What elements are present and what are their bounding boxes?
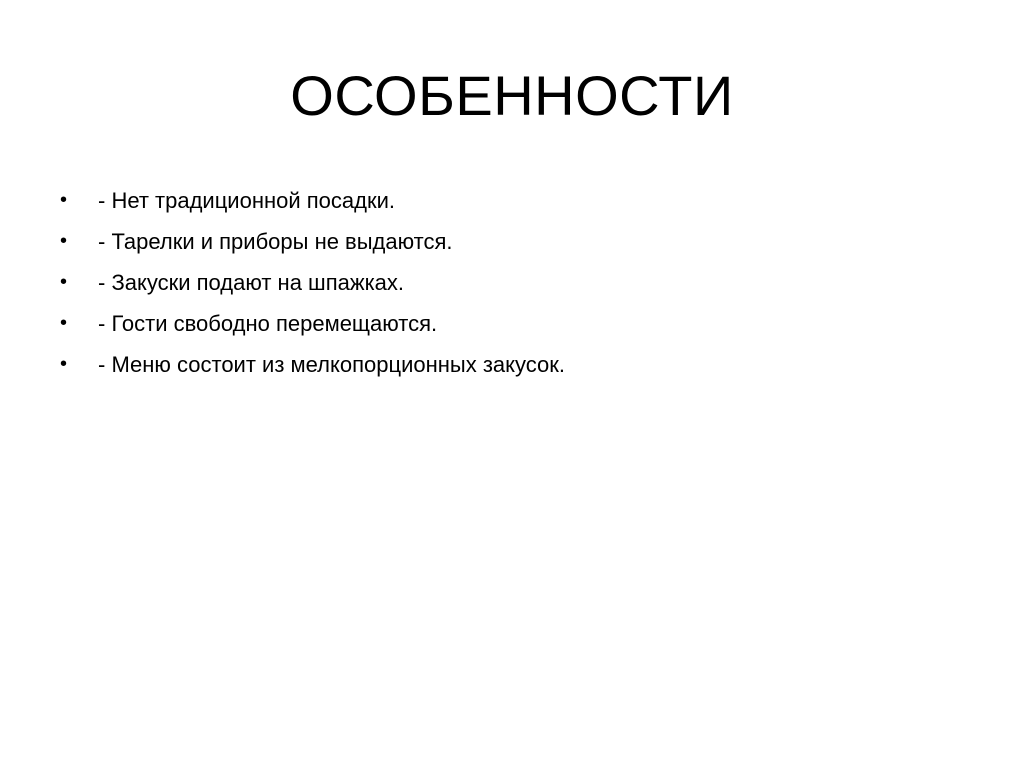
slide-title: ОСОБЕННОСТИ <box>290 64 734 127</box>
bullet-icon: • <box>60 230 68 252</box>
list-item <box>60 180 980 221</box>
list-item-text: - Закуски подают на шпажках. <box>98 270 405 295</box>
list-item-text: - Нет традиционной посадки. <box>98 188 395 213</box>
bullet-icon: • <box>60 271 68 293</box>
list-item <box>60 344 980 385</box>
list-item <box>60 221 980 262</box>
list-item-text: - Тарелки и приборы не выдаются. <box>98 229 453 254</box>
list-item-text: - Гости свободно перемещаются. <box>98 311 438 336</box>
bullet-icon: • <box>60 189 68 211</box>
list-item <box>60 262 980 303</box>
list-item <box>60 303 980 344</box>
bullet-icon: • <box>60 312 68 334</box>
bullet-icon: • <box>60 353 68 375</box>
list-item-text: - Меню состоит из мелкопорционных закусок. <box>98 352 565 377</box>
bullet-list <box>60 180 980 385</box>
